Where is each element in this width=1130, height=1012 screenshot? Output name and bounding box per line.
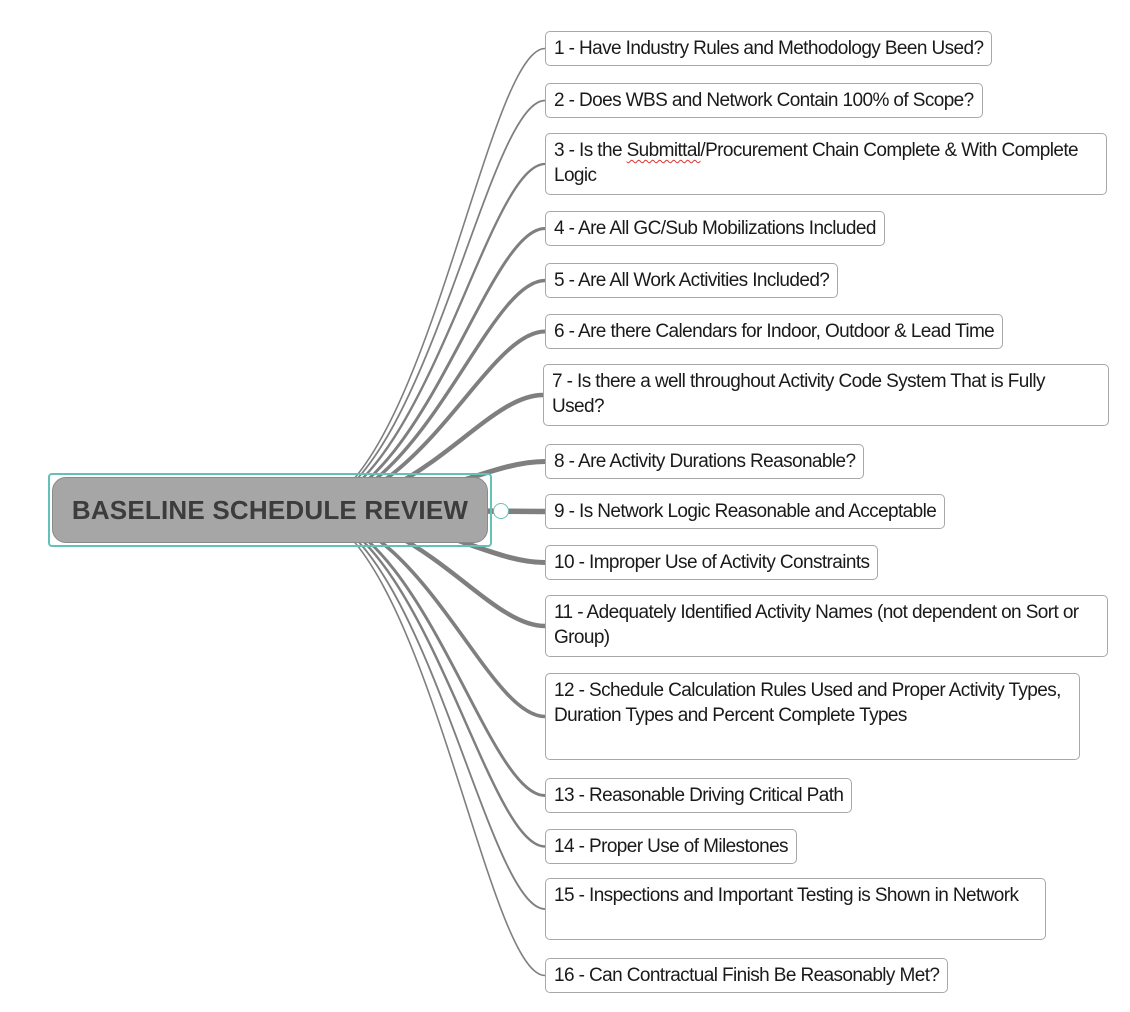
topic-16[interactable]: 16 - Can Contractual Finish Be Reasonably Met? <box>545 958 948 993</box>
topic-3-flagged-word: Submittal <box>626 140 701 161</box>
topic-5[interactable]: 5 - Are All Work Activities Included? <box>545 263 838 298</box>
topic-8[interactable]: 8 - Are Activity Durations Reasonable? <box>545 444 864 479</box>
topic-3[interactable] <box>545 133 1107 195</box>
topic-9[interactable]: 9 - Is Network Logic Reasonable and Acceptable <box>545 494 945 529</box>
topic-2[interactable]: 2 - Does WBS and Network Contain 100% of Scope? <box>545 83 983 118</box>
topic-12[interactable]: 12 - Schedule Calculation Rules Used and Proper Activity Types, Duration Types and Percent Complete Types <box>545 673 1080 760</box>
topic-15[interactable]: 15 - Inspections and Important Testing is Shown in Network <box>545 878 1046 940</box>
branch-line-16 <box>300 510 545 976</box>
topic-3-text-start: 3 - Is the <box>554 140 627 161</box>
branch-line-3 <box>300 164 545 510</box>
central-topic[interactable]: BASELINE SCHEDULE REVIEW <box>52 477 488 543</box>
topic-13[interactable]: 13 - Reasonable Driving Critical Path <box>545 778 852 813</box>
collapse-toggle-icon[interactable] <box>493 503 509 519</box>
topic-11[interactable]: 11 - Adequately Identified Activity Names (not dependent on Sort or Group) <box>545 595 1108 657</box>
topic-14[interactable]: 14 - Proper Use of Milestones <box>545 829 797 864</box>
topic-1[interactable]: 1 - Have Industry Rules and Methodology Been Used? <box>545 31 992 66</box>
topic-6[interactable]: 6 - Are there Calendars for Indoor, Outdoor & Lead Time <box>545 314 1003 349</box>
branch-line-14 <box>300 510 545 847</box>
branch-line-15 <box>300 510 545 909</box>
topic-7[interactable]: 7 - Is there a well throughout Activity Code System That is Fully Used? <box>543 364 1109 426</box>
topic-10[interactable]: 10 - Improper Use of Activity Constraints <box>545 545 878 580</box>
topic-4[interactable]: 4 - Are All GC/Sub Mobilizations Included <box>545 211 885 246</box>
topic-3-text-end: /Procurement Chain Complete & With Complete Logic <box>554 140 1079 186</box>
branch-line-1 <box>300 49 545 511</box>
